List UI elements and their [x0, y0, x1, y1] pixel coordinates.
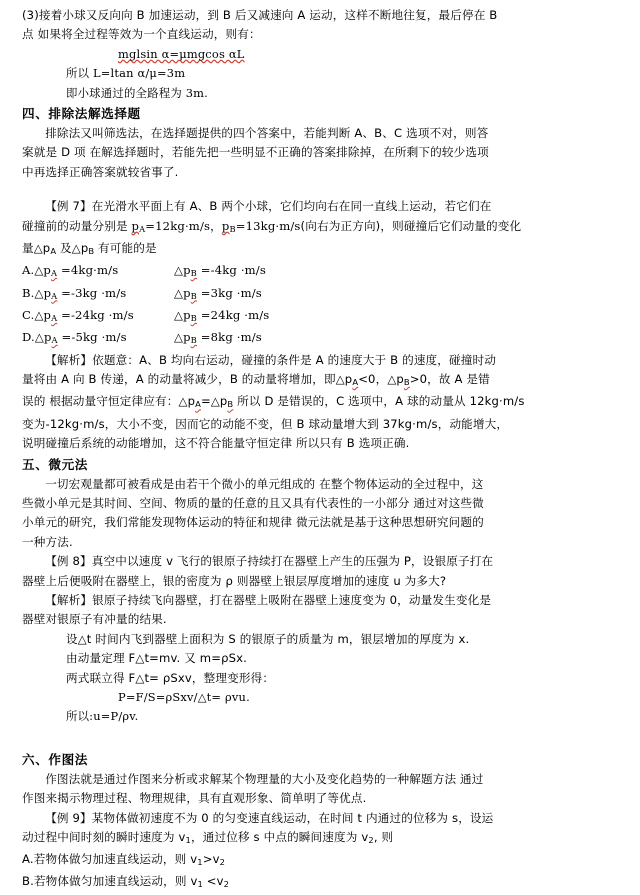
section4-paragraph-line-2: 案就是 D 项 在解选择题时，若能先把一些明显不正确的答案排除掉，在所剩下的较少选项	[22, 145, 489, 160]
item3-line-2: 点 如果将全过程等效为一个直线运动，则有：	[22, 27, 261, 42]
analysis7-line-1: 【解析】依题意：A、B 均向右运动，碰撞的条件是 A 的速度大于 B 的速度，碰撞时动	[45, 352, 497, 367]
section5-paragraph-line-3: 小单元的研究，我们常能发现物体运动的特征和规律 微元法就是基于这种思想研究问题的	[22, 515, 484, 530]
example9-option-b: B.若物体做匀加速直线运动，则 $v_1 <v_2$	[22, 874, 230, 890]
example7-line-2-suffix: (向右为正方向)，则碰撞后它们动量的变化	[300, 218, 522, 233]
option-row-a	[22, 261, 618, 283]
example8-line-1: 【例 8】真空中以速度 v 飞行的银原子持续打在器壁上产生的压强为 P，设银原子打在	[45, 554, 494, 569]
analysis7-line-4: 变为-12kg·m/s，大小不变，因而它的动能不变，但 B 球动量增大到 37kg·m/s，动能增大，	[22, 416, 509, 431]
analysis7-line-3: 误的 根据动量守恒定律应有：$\triangle p_A=\triangle p_B$ 所以 D 是错误的，C 选项中，A 球的动量从 12kg·m/s	[22, 394, 525, 410]
analysis8-line-2: 器壁对银原子有冲量的结果.	[22, 612, 167, 627]
example7-line-2: 碰撞前的动量分别是 $p_A=12kg\cdot m/s$，$p_B=13kg\cdot m/s$(向右为正方向)，则碰撞后它们动量的变化	[22, 218, 522, 234]
formula-L-ltan: 所以 L=ltan α/μ=3m	[66, 66, 186, 81]
section5-paragraph-line-4: 一种方法.	[22, 534, 73, 549]
example8-line-2: 器壁上后便吸附在器壁上，银的密度为 ρ 则器壁上银层厚度增加的速度 u 为多大?	[22, 573, 447, 588]
document-body	[22, 6, 618, 895]
analysis8-line-5: 两式联立得 F△t= ρSxv，整理变形得：	[66, 670, 275, 685]
momentum-pa: $p_A=12kg\cdot m/s$	[131, 218, 211, 234]
option-row-c	[22, 306, 618, 328]
example7-line-1: 【例 7】在光滑水平面上有 A、B 两个小球，它们均向右在同一直线上运动，若它们在	[45, 199, 492, 214]
section5-paragraph-line-1: 一切宏观量都可被看成是由若干个微小的单元组成的 在整个物体运动的全过程中，这	[45, 476, 484, 491]
option-d-right: $\triangle p_B =8kg \cdot m/s$	[174, 330, 262, 346]
spacer-before-section-six	[22, 727, 618, 749]
analysis8-line-1: 【解析】银原子持续飞向器壁，打在器壁上吸附在器壁上速度变为 0，动量发生变化是	[45, 592, 492, 607]
option-c-right: $\triangle p_B =24kg \cdot m/s$	[174, 307, 270, 323]
formula-total-path: 即小球通过的全路程为 3m.	[66, 85, 208, 100]
section4-paragraph-line-1: 排除法又叫筛选法，在选择题提供的四个答案中，若能判断 A、B、C 选项不对，则答	[45, 126, 489, 141]
analysis7-line-5: 说明碰撞后系统的动能增加，这不符合能量守恒定律 所以只有 B 选项正确.	[22, 436, 410, 451]
analysis7-line-2: 量将由 A 向 B 传递，A 的动量将减少，B 的动量将增加，即$\triangle p_A<0$，$\triangle p_B>0$，故 A 是错	[22, 372, 490, 388]
momentum-pb: $p_B=13kg\cdot m/s$	[221, 218, 301, 234]
analysis8-line-3: 设△t 时间内飞到器壁上面积为 S 的银原子的质量为 m，银层增加的厚度为 x.	[66, 631, 470, 646]
formula-u-result: 所以:u=P/ρv.	[66, 709, 139, 724]
example9-option-a: A.若物体做匀加速直线运动，则 $v_1>v_2$	[22, 852, 226, 868]
section5-paragraph-line-2: 些微小单元是其时间、空间、物质的量的任意的且又具有代表性的一小部分 通过对这些微	[22, 495, 484, 510]
example7-line-2-prefix: 碰撞前的动量分别是	[22, 218, 132, 233]
option-a-left: $A.\triangle p_A =4kg\cdot m/s$	[22, 263, 119, 278]
section4-paragraph-line-3: 中再选择正确答案就较省事了.	[22, 164, 179, 179]
example9-line-1: 【例 9】某物体做初速度不为 0 的匀变速直线运动，在时间 t 内通过的位移为 s，设运	[45, 810, 494, 825]
formula-pressure: P=F/S=ρSxv/△t= ρvu.	[118, 689, 250, 704]
example9-line-2: 动过程中间时刻的瞬时速度为 $v_1$，通过位移 s 中点的瞬间速度为 $v_2$, 则	[22, 830, 394, 845]
analysis8-line-4: 由动量定理 F△t=mv. 又 m=ρSx.	[66, 651, 247, 666]
formula-mgl-sin	[22, 45, 618, 64]
option-row-b	[22, 284, 618, 306]
heading-section-five: 五、微元法	[22, 456, 88, 472]
section6-paragraph-line-1: 作图法就是通过作图来分析或求解某个物理量的大小及变化趋势的一种解题方法 通过	[45, 771, 484, 786]
option-b-left: $B.\triangle p_A =-3kg \cdot m/s$	[22, 285, 127, 301]
option-c-left: $C.\triangle p_A =-24kg \cdot m/s$	[22, 307, 134, 323]
option-b-right: $\triangle p_B =3kg \cdot m/s$	[174, 285, 262, 301]
formula-mgl-sin-text: mglsin α=μmgcos αL	[118, 46, 245, 61]
option-a-right: $\triangle p_B =-4kg \cdot m/s$	[174, 263, 266, 278]
heading-section-four: 四、排除法解选择题	[22, 106, 141, 122]
example7-line-3: 量$\triangle p_A$ 及$\triangle p_B$ 有可能的是	[22, 240, 157, 256]
option-d-left: $D.\triangle p_A =-5kg \cdot m/s$	[22, 330, 127, 346]
item3-line-1: (3)接着小球又反向向 B 加速运动，到 B 后又减速向 A 运动，这样不断地往复，最后停在 B	[22, 8, 498, 22]
section6-paragraph-line-2: 作图来揭示物理过程、物理规律，具有直观形象、简单明了等优点.	[22, 791, 367, 806]
heading-section-six: 六、作图法	[22, 751, 88, 767]
option-row-d	[22, 328, 618, 350]
spacer	[22, 182, 618, 197]
